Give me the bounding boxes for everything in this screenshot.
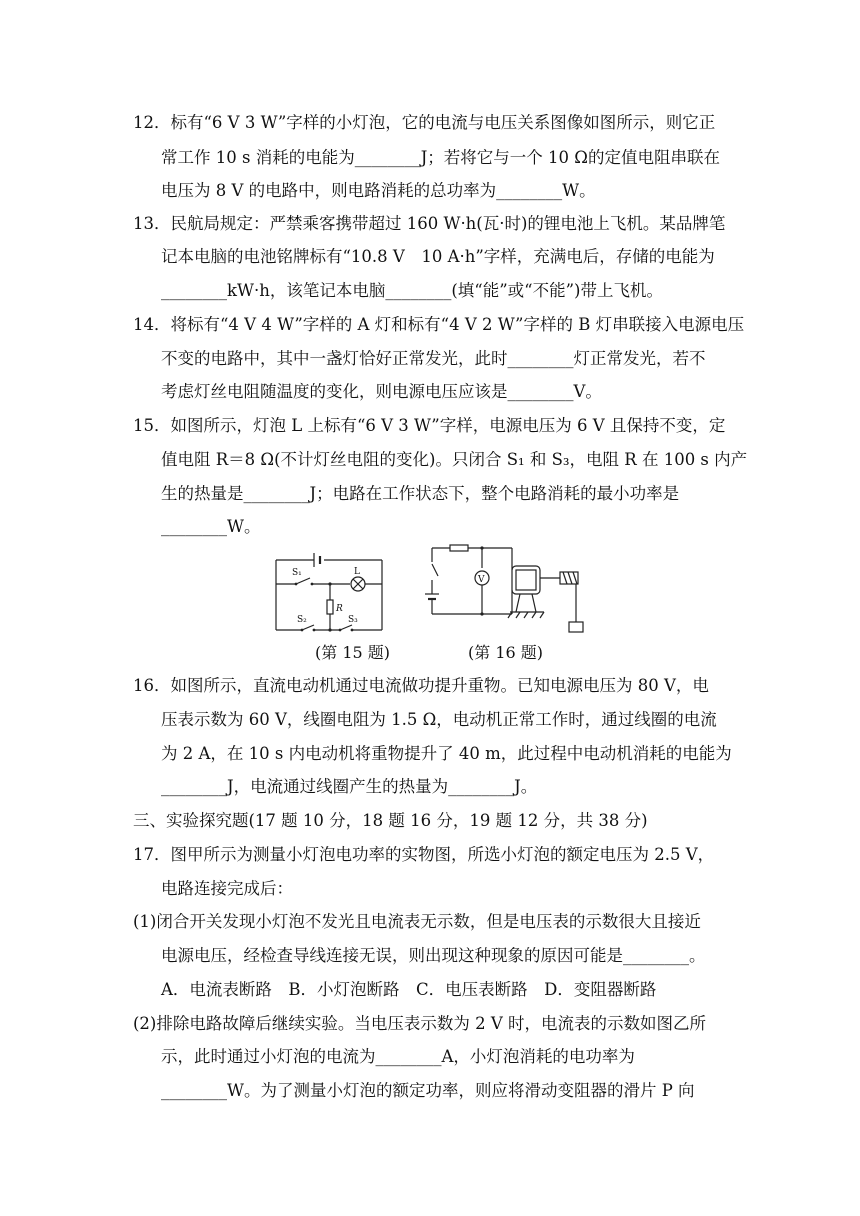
q16-line-4: ________J，电流通过线圈产生的热量为________J。 [161,777,538,796]
q15-line-1: 15．如图所示，灯泡 L 上标有“6 V 3 W”字样，电源电压为 6 V 且保持不变，定 [133,416,726,435]
motor-diagram-16 [420,542,590,637]
label-s1: S₁ [292,568,302,578]
section-3-heading: 三、实验探究题(17 题 10 分，18 题 16 分，19 题 12 分，共 38 分) [133,811,648,830]
figure15-caption: (第 15 题) [315,643,391,662]
q17-part1-line-2: 电源电压，经检查导线连接无误，则出现这种现象的原因可能是________。 [161,946,706,965]
q16-line-3: 为 2 A，在 10 s 内电动机将重物提升了 40 m，此过程中电动机消耗的电能为 [161,744,732,763]
q17-part1-line-1: (1)闭合开关发现小灯泡不发光且电流表无示数，但是电压表的示数很大且接近 [133,912,701,931]
q14-line-1: 14．将标有“4 V 4 W”字样的 A 灯和标有“4 V 2 W”字样的 B 灯串联接入电源电压 [133,315,745,334]
q12-line-1: 12．标有“6 V 3 W”字样的小灯泡，它的电流与电压关系图像如图所示，则它正 [133,113,716,132]
q13-line-2: 记本电脑的电池铭牌标有“10.8 V 10 A·h”字样，充满电后，存储的电能为 [161,247,715,266]
q17-part2-line-2: 示，此时通过小灯泡的电流为________A，小灯泡消耗的电功率为 [161,1047,635,1066]
circuit-diagram-15 [264,548,394,638]
q17-line-1: 17．图甲所示为测量小灯泡电功率的实物图，所选小灯泡的额定电压为 2.5 V， [133,845,715,864]
label-voltmeter: V [478,575,485,585]
q14-line-2: 不变的电路中，其中一盏灯恰好正常发光，此时________灯正常发光，若不 [161,349,706,368]
q15-line-3: 生的热量是________J；电路在工作状态下，整个电路消耗的最小功率是 [161,484,680,503]
q17-part2-line-3: ________W。为了测量小灯泡的额定功率，则应将滑动变阻器的滑片 P 向 [161,1081,695,1100]
q17-part2-line-1: (2)排除电路故障后继续实验。当电压表示数为 2 V 时，电流表的示数如图乙所 [133,1014,707,1033]
label-resistor: R [336,604,343,614]
figure16-caption: (第 16 题) [468,643,544,662]
q16-line-1: 16．如图所示，直流电动机通过电流做功提升重物。已知电源电压为 80 V，电 [133,676,709,695]
q14-line-3: 考虑灯丝电阻随温度的变化，则电源电压应该是________V。 [161,382,602,401]
q17-line-2: 电路连接完成后： [161,879,293,898]
q13-line-3: ________kW·h，该笔记本电脑________(填“能”或“不能”)带上飞机。 [161,281,663,300]
q15-line-2: 值电阻 R＝8 Ω(不计灯丝电阻的变化)。只闭合 S₁ 和 S₃，电阻 R 在 100 s 内产 [161,450,748,469]
label-lamp: L [354,567,360,577]
label-s3: S₃ [348,615,358,625]
q16-line-2: 压表示数为 60 V，线圈电阻为 1.5 Ω，电动机正常工作时，通过线圈的电流 [161,710,717,729]
q13-line-1: 13．民航局规定：严禁乘客携带超过 160 W·h(瓦·时)的锂电池上飞机。某品牌笔 [133,214,726,233]
q12-line-3: 电压为 8 V 的电路中，则电路消耗的总功率为________W。 [161,181,596,200]
q17-options: A．电流表断路 B．小灯泡断路 C．电压表断路 D．变阻器断路 [161,980,657,999]
q12-line-2: 常工作 10 s 消耗的电能为________J；若将它与一个 10 Ω的定值电阻串联在 [161,148,720,167]
label-s2: S₂ [297,615,307,625]
q15-line-4: ________W。 [161,517,261,536]
